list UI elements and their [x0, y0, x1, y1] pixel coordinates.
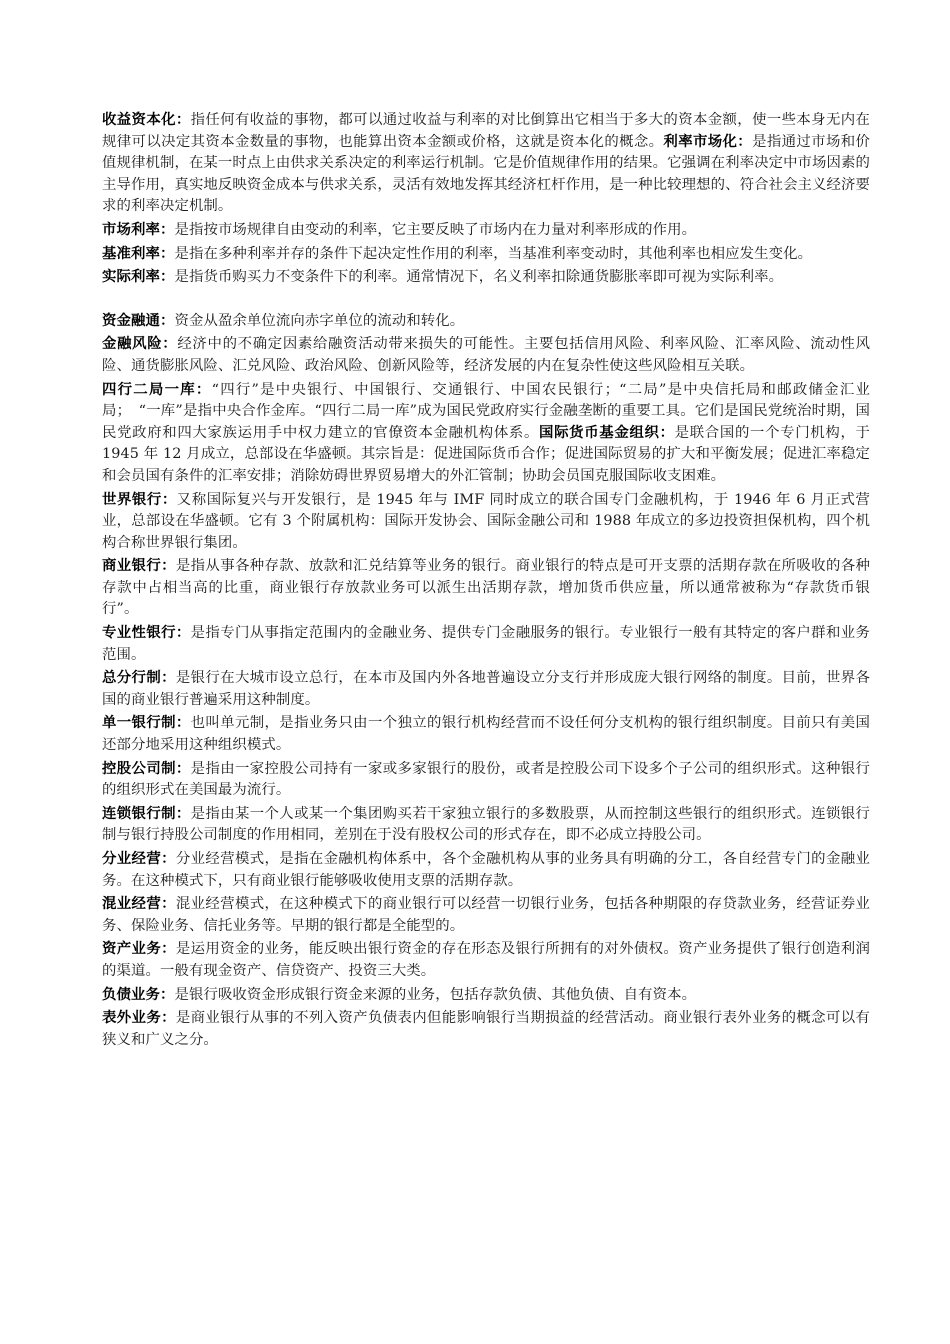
term-definition: “四行”是中央银行、中国银行、交通银行、中国农民银行；“二局”是中央信托局和邮政储金汇业局； “一库”是指中央合作金库。“四行二局一库”成为国民党政府实行金融垄断的重要工具。它们是国民党统治时期，国民党政府和四大家族运用手中权力建立的官僚资本金融机构体系。: [102, 381, 870, 441]
entry-branch-banking: [102, 668, 870, 711]
term-definition: 也叫单元制，是指业务只由一个独立的银行机构经营而不设任何分支机构的银行组织制度。目前只有美国还部分地采用这种组织模式。: [102, 715, 870, 754]
term-definition: 分业经营模式，是指在金融机构体系中，各个金融机构从事的业务具有明确的分工，各自经营专门的金融业务。在这种模式下，只有商业银行能够吸收使用支票的活期存款。: [102, 851, 870, 889]
term-definition: 是联合国的一个专门机构，于 1945 年 12 月成立，总部设在华盛顿。其宗旨是：促进国际货币合作；促进国际贸易的扩大和平衡发展；促进汇率稳定和会员国有条件的汇率安排；消除妨碍世界贸易增大的外汇管制；协助会员国克服国际收支困难。: [102, 424, 870, 484]
entry-holding-company: [102, 759, 870, 802]
term-heading: 市场利率：: [102, 221, 175, 238]
entry-liability-business: [102, 985, 870, 1007]
term-heading: 世界银行：: [102, 491, 177, 508]
entry-capitalization-of-income: [102, 110, 870, 218]
term-definition: 经济中的不确定因素给融资活动带来损失的可能性。主要包括信用风险、利率风险、汇率风险、流动性风险、通货膨胀风险、汇兑风险、政治风险、创新风险等，经济发展的内在复杂性使这些风险相互关联。: [102, 336, 870, 374]
term-heading: 实际利率：: [102, 269, 175, 286]
term-definition: 是指由一家控股公司持有一家或多家银行的股份，或者是控股公司下设多个子公司的组织形式。这种银行的组织形式在美国最为流行。: [102, 760, 870, 799]
term-heading: 负债业务：: [102, 986, 175, 1003]
entry-four-banks-two-bureaus: [102, 380, 870, 488]
term-heading: 单一银行制：: [102, 715, 191, 732]
term-definition: 资金从盈余单位流向赤字单位的流动和转化。: [174, 312, 465, 329]
term-definition: 是指通过市场和价值规律机制，在某一时点上由供求关系决定的利率运行机制。它是价值规律作用的结果。它强调在利率决定中市场因素的主导作用，真实地反映资金成本与供求关系，灵活有效地发挥其经济杠杆作用，是一种比较理想的、符合社会主义经济要求的利率决定机制。: [102, 133, 871, 215]
term-definition: 是运用资金的业务，能反映出银行资金的存在形态及银行所拥有的对外债权。资产业务提供了银行创造利润的渠道。一般有现金资产、信贷资产、投资三大类。: [102, 941, 870, 979]
term-definition: 又称国际复兴与开发银行，是 1945 年与 IMF 同时成立的联合国专门金融机构，于 1946 年 6 月正式营业，总部设在华盛顿。它有 3 个附属机构：国际开发协会、国际金融公司和 1988 年成立的多边投资担保机构，四个机构合称世界银行集团。: [102, 491, 870, 551]
term-definition: 是指由某一个人或某一个集团购买若干家独立银行的多数股票，从而控制这些银行的组织形式。连锁银行制与银行持股公司制度的作用相同，差别在于没有股权公司的形式存在，即不必成立持股公司。: [102, 805, 870, 844]
term-definition: 是指按市场规律自由变动的利率，它主要反映了市场内在力量对利率形成的作用。: [174, 221, 697, 238]
entry-unit-banking: [102, 713, 870, 756]
term-definition: 是指从事各种存款、放款和汇兑结算等业务的银行。商业银行的特点是可开支票的活期存款在所吸收的各种存款中占相当高的比重，商业银行存放款业务可以派生出活期存款，增加货币供应量，所以通常被称为“存款货币银行”。: [102, 558, 870, 618]
entry-asset-business: [102, 939, 870, 982]
term-heading: 资产业务：: [102, 941, 176, 958]
term-heading: 国际货币基金组织：: [539, 424, 675, 441]
term-heading: 专业性银行：: [102, 625, 191, 642]
entry-financial-risk: [102, 334, 870, 377]
term-heading: 基准利率：: [102, 245, 175, 262]
term-heading: 控股公司制：: [102, 760, 191, 777]
term-heading: 分业经营：: [102, 851, 176, 867]
document-body: [102, 110, 870, 1053]
entry-world-bank: [102, 490, 870, 555]
entry-chain-banking: [102, 804, 870, 847]
entry-mixed-operation: [102, 894, 870, 937]
term-heading: 连锁银行制：: [102, 805, 191, 822]
term-definition: 是指货币购买力不变条件下的利率。通常情况下，名义利率扣除通货膨胀率即可视为实际利率。: [174, 269, 784, 286]
term-heading: 表外业务：: [102, 1010, 176, 1027]
term-heading: 资金融通：: [102, 312, 175, 329]
term-heading: 四行二局一库：: [102, 381, 212, 398]
entry-specialized-bank: [102, 623, 870, 666]
term-heading: 总分行制：: [102, 670, 176, 687]
entry-commercial-bank: [102, 556, 870, 621]
entry-financing: [102, 311, 870, 333]
entry-real-interest-rate: [102, 267, 870, 289]
entry-separate-operation: [102, 849, 870, 892]
term-heading: 收益资本化：: [102, 112, 191, 128]
entry-market-interest-rate: [102, 220, 870, 242]
term-definition: 混业经营模式，在这种模式下的商业银行可以经营一切银行业务，包括各种期限的存贷款业务，经营证券业务、保险业务、信托业务等。早期的银行都是全能型的。: [102, 896, 870, 934]
paragraph-gap: [102, 291, 870, 311]
term-definition: 是商业银行从事的不列入资产负债表内但能影响银行当期损益的经营活动。商业银行表外业务的概念可以有狭义和广义之分。: [102, 1010, 870, 1048]
term-definition: 是银行在大城市设立总行，在本市及国内外各地普遍设立分支行并形成庞大银行网络的制度。目前，世界各国的商业银行普遍采用这种制度。: [102, 670, 870, 708]
term-definition: 是指在多种利率并存的条件下起决定性作用的利率，当基准利率变动时，其他利率也相应发生变化。: [174, 245, 813, 262]
entry-benchmark-rate: [102, 244, 870, 266]
term-definition: 是银行吸收资金形成银行资金来源的业务，包括存款负债、其他负债、自有资本。: [174, 986, 697, 1003]
entry-off-balance-sheet: [102, 1008, 870, 1051]
term-heading: 金融风险：: [102, 336, 178, 353]
term-heading: 利率市场化：: [663, 133, 753, 150]
term-heading: 商业银行：: [102, 558, 176, 575]
term-definition: 是指专门从事指定范围内的金融业务、提供专门金融服务的银行。专业银行一般有其特定的客户群和业务范围。: [102, 625, 870, 663]
term-heading: 混业经营：: [102, 896, 176, 913]
term-definition: 指任何有收益的事物，都可以通过收益与利率的对比倒算出它相当于多大的资本金额，使一些本身无内在规律可以决定其资本金数量的事物，也能算出资本金额或价格，这就是资本化的概念。: [102, 112, 870, 150]
